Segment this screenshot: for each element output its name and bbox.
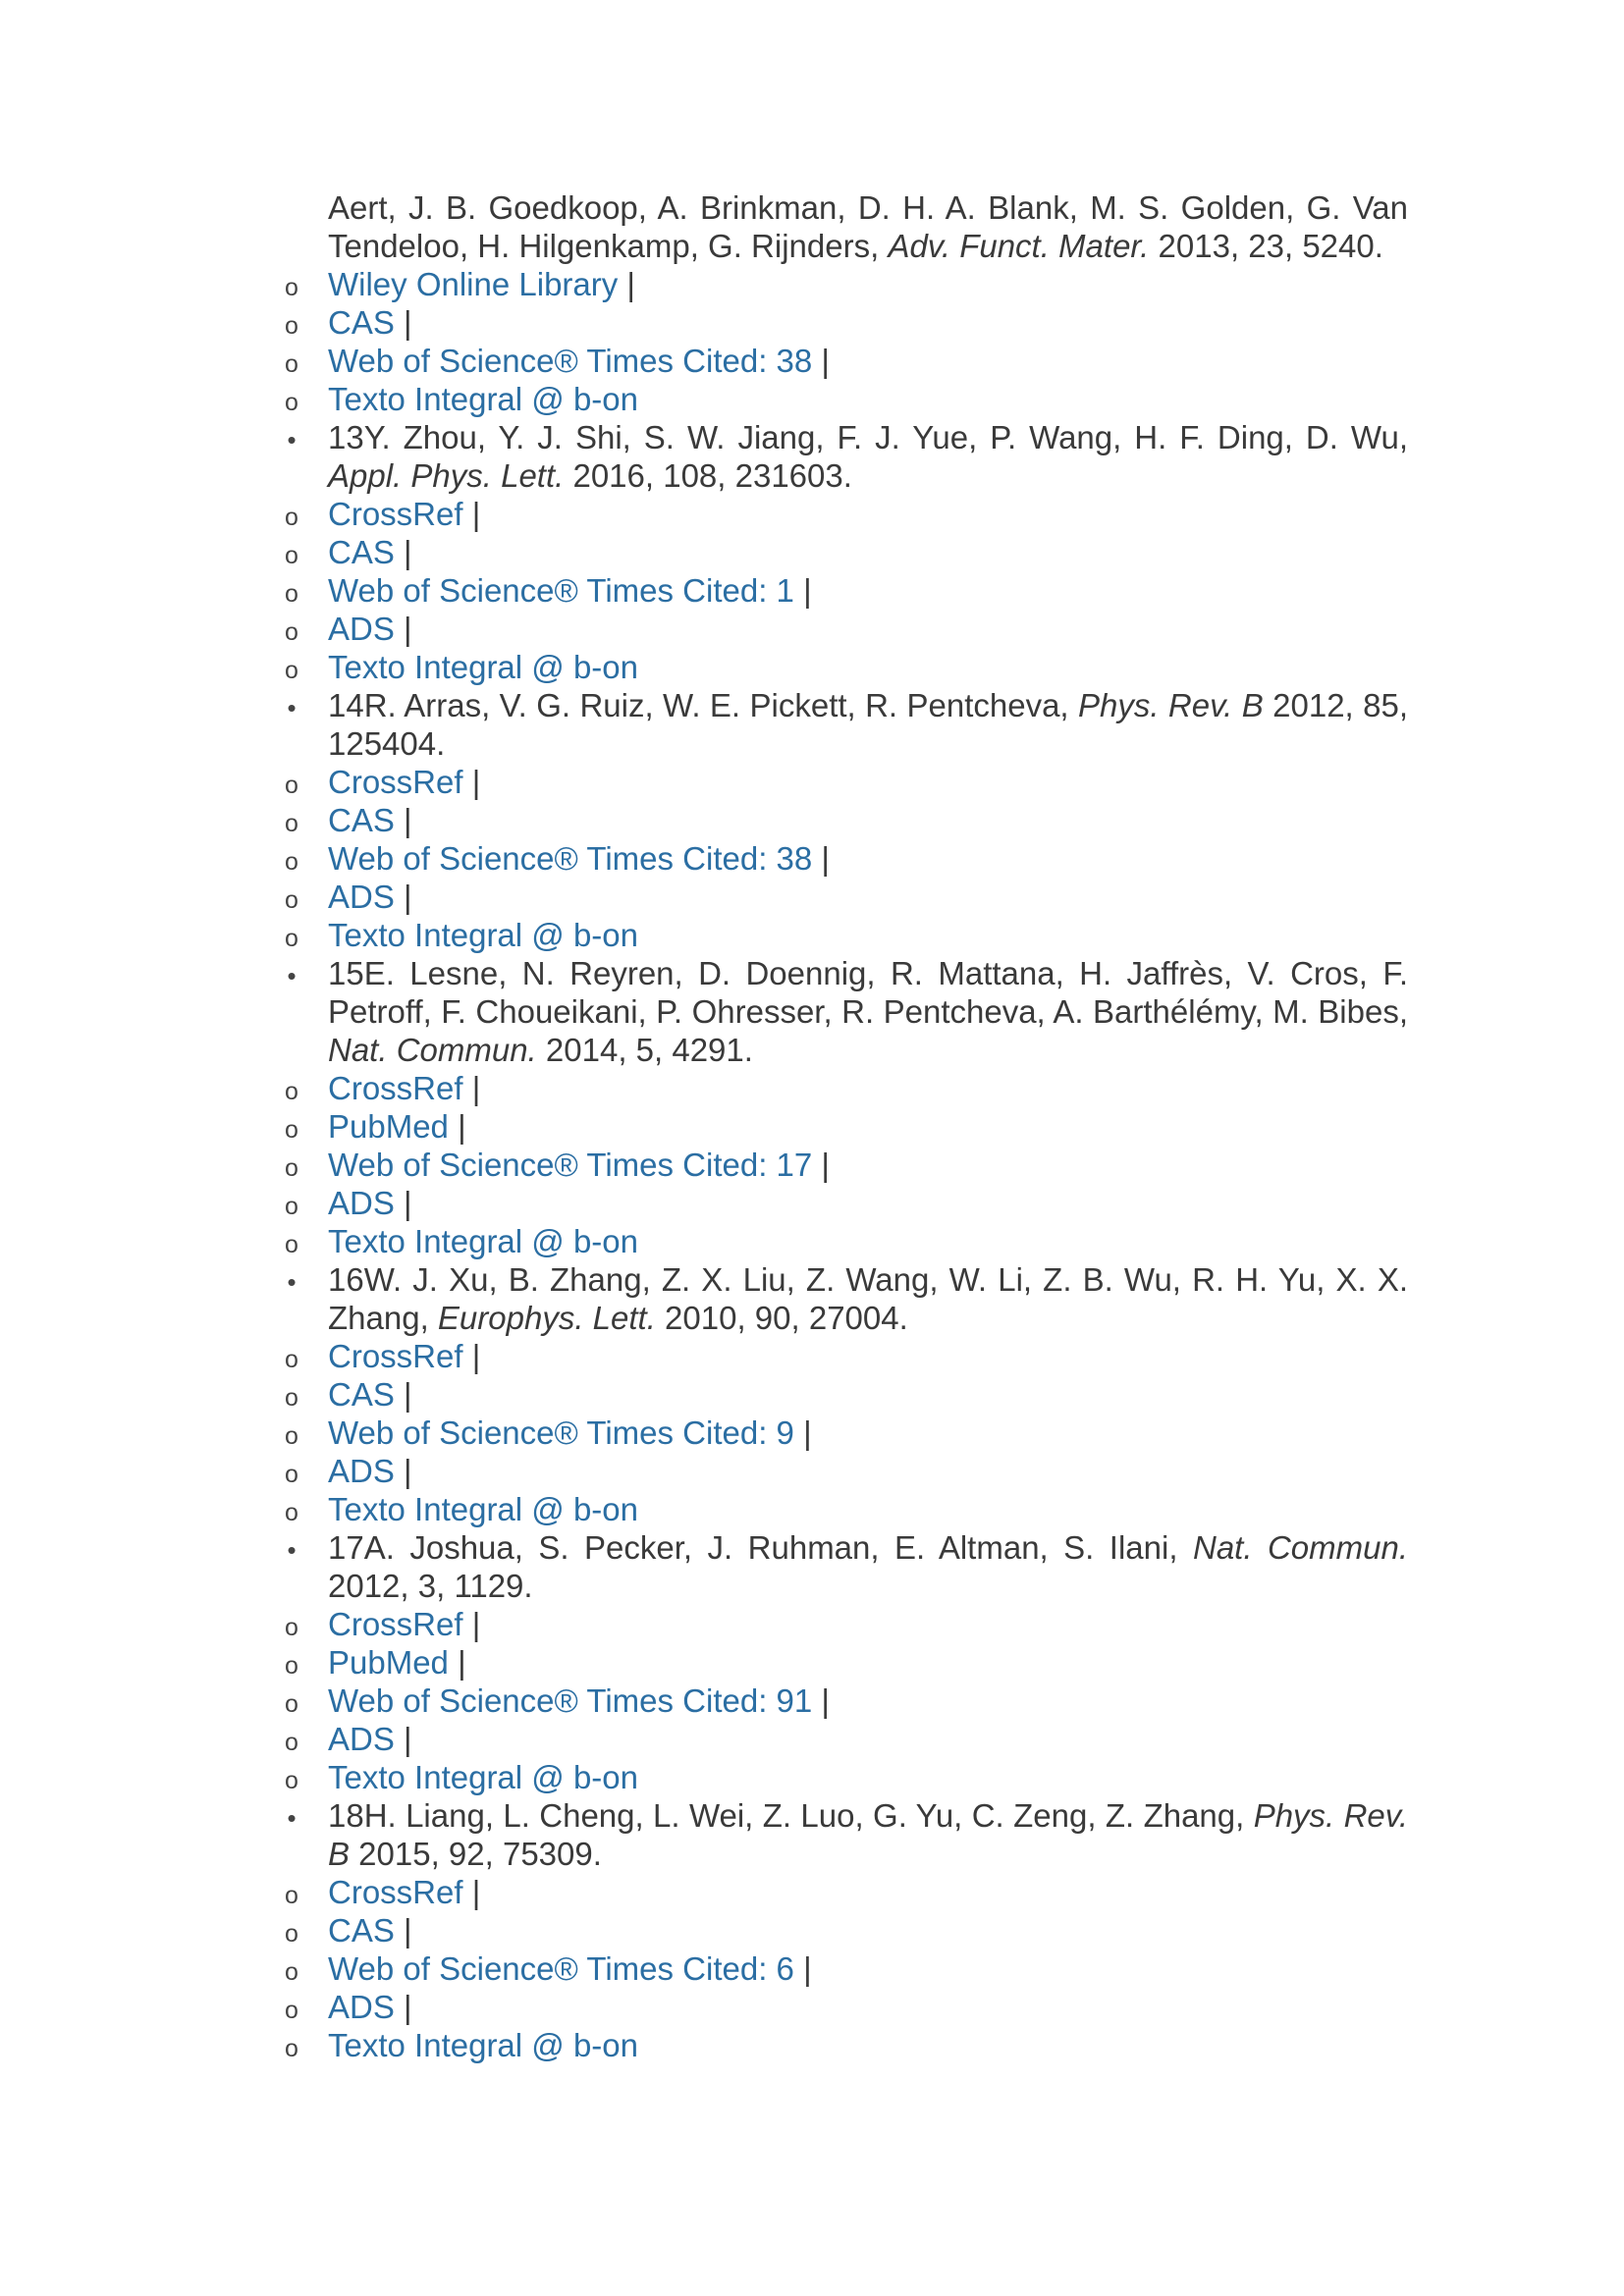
reference-details: 2013, 23, 5240. [1149, 227, 1383, 264]
circle-bullet-icon [282, 1606, 301, 1647]
circle-bullet-icon [282, 1644, 301, 1685]
link-separator: | [618, 266, 636, 302]
reference-item [328, 687, 1408, 764]
link-separator: | [812, 343, 831, 379]
reference-item [328, 955, 1408, 1069]
reference-details: 2010, 90, 27004. [655, 1299, 908, 1336]
link-item [328, 917, 1408, 955]
link-item [328, 572, 1408, 611]
circle-bullet-icon [282, 917, 301, 958]
reference-link[interactable]: ADS [328, 611, 395, 647]
circle-bullet-icon [282, 2027, 301, 2068]
reference-link[interactable]: PubMed [328, 1644, 449, 1681]
reference-link[interactable]: Texto Integral @ b-on [328, 2027, 638, 2063]
bullet-icon [282, 1261, 301, 1302]
reference-details: 2012, 85, 125404. [328, 687, 1408, 762]
circle-bullet-icon [282, 1453, 301, 1494]
link-item [328, 1721, 1408, 1759]
circle-bullet-icon [282, 1147, 301, 1188]
reference-link[interactable]: ADS [328, 1989, 395, 2025]
reference-link[interactable]: CrossRef [328, 1338, 463, 1374]
bullet-icon [282, 419, 301, 459]
reference-link[interactable]: Web of Science® Times Cited: 6 [328, 1950, 794, 1987]
link-item [328, 649, 1408, 687]
circle-bullet-icon [282, 1682, 301, 1724]
reference-link[interactable]: ADS [328, 1453, 395, 1489]
link-item [328, 1415, 1408, 1453]
link-separator: | [462, 1874, 481, 1910]
link-item [328, 1338, 1408, 1376]
link-separator: | [812, 1682, 831, 1719]
reference-link[interactable]: PubMed [328, 1108, 449, 1145]
reference-link[interactable]: Texto Integral @ b-on [328, 1759, 638, 1795]
circle-bullet-icon [282, 1759, 301, 1800]
reference-item [328, 1529, 1408, 1606]
link-separator: | [448, 1644, 466, 1681]
link-separator: | [394, 534, 412, 570]
circle-bullet-icon [282, 649, 301, 690]
reference-journal: Phys. Rev. B [328, 1797, 1408, 1872]
reference-details: 2015, 92, 75309. [350, 1835, 602, 1872]
link-item [328, 1989, 1408, 2027]
reference-journal: Nat. Commun. [328, 1031, 537, 1068]
circle-bullet-icon [282, 1338, 301, 1379]
link-item [328, 1950, 1408, 1989]
reference-authors: Aert, J. B. Goedkoop, A. Brinkman, D. H. A. Blank, M. S. Golden, G. Van Tendeloo, H. Hilgenkamp, G. Rijnders, [328, 189, 1408, 264]
circle-bullet-icon [282, 1989, 301, 2030]
link-separator: | [462, 496, 481, 532]
circle-bullet-icon [282, 840, 301, 881]
circle-bullet-icon [282, 1874, 301, 1915]
link-separator: | [462, 1338, 481, 1374]
reference-item [328, 1261, 1408, 1338]
reference-details: 2014, 5, 4291. [536, 1031, 753, 1068]
circle-bullet-icon [282, 266, 301, 307]
reference-item [328, 419, 1408, 496]
reference-link[interactable]: CrossRef [328, 496, 463, 532]
reference-authors: 17A. Joshua, S. Pecker, J. Ruhman, E. Altman, S. Ilani, [328, 1529, 1193, 1566]
link-separator: | [448, 1108, 466, 1145]
reference-link[interactable]: ADS [328, 879, 395, 915]
link-item [328, 840, 1408, 879]
link-item [328, 1759, 1408, 1797]
link-item [328, 1491, 1408, 1529]
reference-link[interactable]: Web of Science® Times Cited: 91 [328, 1682, 813, 1719]
circle-bullet-icon [282, 1070, 301, 1111]
link-item [328, 1108, 1408, 1147]
link-item [328, 1147, 1408, 1185]
reference-journal: Europhys. Lett. [437, 1299, 656, 1336]
link-item [328, 1223, 1408, 1261]
circle-bullet-icon [282, 1721, 301, 1762]
reference-authors: 14R. Arras, V. G. Ruiz, W. E. Pickett, R. Pentcheva, [328, 687, 1078, 723]
link-item [328, 304, 1408, 343]
circle-bullet-icon [282, 764, 301, 805]
link-separator: | [812, 840, 831, 877]
link-separator: | [462, 764, 481, 800]
link-separator: | [812, 1147, 831, 1183]
reference-details: 2012, 3, 1129. [328, 1567, 533, 1604]
circle-bullet-icon [282, 534, 301, 575]
circle-bullet-icon [282, 1415, 301, 1456]
link-item [328, 1453, 1408, 1491]
link-separator: | [793, 572, 812, 609]
link-separator: | [793, 1950, 812, 1987]
reference-authors: 15E. Lesne, N. Reyren, D. Doennig, R. Mattana, H. Jaffrès, V. Cros, F. Petroff, F. Choueikani, P. Ohresser, R. Pentcheva, A. Barthélémy, M. Bibes, [328, 955, 1408, 1030]
link-item [328, 1070, 1408, 1108]
link-separator: | [394, 1912, 412, 1949]
reference-journal: Nat. Commun. [1192, 1529, 1409, 1566]
reference-link[interactable]: Web of Science® Times Cited: 38 [328, 840, 813, 877]
circle-bullet-icon [282, 1491, 301, 1532]
reference-link[interactable]: ADS [328, 1185, 395, 1221]
circle-bullet-icon [282, 381, 301, 422]
reference-link[interactable]: CrossRef [328, 764, 463, 800]
circle-bullet-icon [282, 1376, 301, 1417]
reference-link[interactable]: Web of Science® Times Cited: 1 [328, 572, 794, 609]
link-item [328, 343, 1408, 381]
reference-link[interactable]: Web of Science® Times Cited: 38 [328, 343, 813, 379]
link-separator: | [394, 879, 412, 915]
link-separator: | [394, 1989, 412, 2025]
link-item [328, 2027, 1408, 2065]
link-item [328, 1682, 1408, 1721]
link-separator: | [394, 611, 412, 647]
link-item [328, 764, 1408, 802]
reference-link[interactable]: Texto Integral @ b-on [328, 1223, 638, 1259]
reference-link[interactable]: CAS [328, 304, 395, 341]
link-item [328, 1912, 1408, 1950]
link-separator: | [394, 1376, 412, 1413]
circle-bullet-icon [282, 343, 301, 384]
circle-bullet-icon [282, 1912, 301, 1953]
reference-journal: Appl. Phys. Lett. [328, 456, 565, 494]
reference-link[interactable]: ADS [328, 1721, 395, 1757]
reference-details: 2016, 108, 231603. [564, 456, 852, 494]
reference-link[interactable]: Texto Integral @ b-on [328, 649, 638, 685]
link-separator: | [394, 1453, 412, 1489]
link-item [328, 879, 1408, 917]
link-item [328, 1644, 1408, 1682]
circle-bullet-icon [282, 1185, 301, 1226]
link-separator: | [394, 1721, 412, 1757]
link-item [328, 266, 1408, 304]
circle-bullet-icon [282, 496, 301, 537]
reference-journal: Adv. Funct. Mater. [888, 227, 1150, 264]
reference-link[interactable]: CAS [328, 1912, 395, 1949]
reference-link[interactable]: Texto Integral @ b-on [328, 381, 638, 417]
circle-bullet-icon [282, 1950, 301, 1992]
circle-bullet-icon [282, 1223, 301, 1264]
reference-journal: Phys. Rev. B [1078, 687, 1264, 723]
reference-link[interactable]: CrossRef [328, 1874, 463, 1910]
link-item [328, 534, 1408, 572]
link-separator: | [394, 1185, 412, 1221]
circle-bullet-icon [282, 572, 301, 614]
circle-bullet-icon [282, 611, 301, 652]
bullet-icon [282, 955, 301, 995]
link-separator: | [462, 1606, 481, 1642]
link-item [328, 496, 1408, 534]
circle-bullet-icon [282, 802, 301, 843]
link-item [328, 1874, 1408, 1912]
reference-link[interactable]: CrossRef [328, 1070, 463, 1106]
reference-link[interactable]: Web of Science® Times Cited: 9 [328, 1415, 794, 1451]
reference-link[interactable]: CAS [328, 1376, 395, 1413]
link-item [328, 611, 1408, 649]
reference-link[interactable]: CAS [328, 802, 395, 838]
link-separator: | [394, 802, 412, 838]
reference-authors: 16W. J. Xu, B. Zhang, Z. X. Liu, Z. Wang, W. Li, Z. B. Wu, R. H. Yu, X. X. Zhang, [328, 1261, 1408, 1336]
bullet-icon [282, 1797, 301, 1838]
reference-link[interactable]: Web of Science® Times Cited: 17 [328, 1147, 813, 1183]
circle-bullet-icon [282, 879, 301, 920]
link-separator: | [793, 1415, 812, 1451]
circle-bullet-icon [282, 304, 301, 346]
reference-link[interactable]: CAS [328, 534, 395, 570]
link-item [328, 1185, 1408, 1223]
circle-bullet-icon [282, 1108, 301, 1149]
link-separator: | [394, 304, 412, 341]
reference-link[interactable]: Wiley Online Library [328, 266, 619, 302]
link-item [328, 1606, 1408, 1644]
reference-link[interactable]: Texto Integral @ b-on [328, 917, 638, 953]
reference-link[interactable]: Texto Integral @ b-on [328, 1491, 638, 1527]
bullet-icon [282, 1529, 301, 1570]
bullet-icon [282, 687, 301, 727]
reference-item [328, 1797, 1408, 1874]
reference-authors: 13Y. Zhou, Y. J. Shi, S. W. Jiang, F. J. Yue, P. Wang, H. F. Ding, D. Wu, [328, 419, 1408, 455]
reference-link[interactable]: CrossRef [328, 1606, 463, 1642]
link-item [328, 802, 1408, 840]
link-separator: | [462, 1070, 481, 1106]
reference-continuation [328, 189, 1408, 266]
reference-authors: 18H. Liang, L. Cheng, L. Wei, Z. Luo, G. Yu, C. Zeng, Z. Zhang, [328, 1797, 1254, 1834]
link-item [328, 1376, 1408, 1415]
link-item [328, 381, 1408, 419]
